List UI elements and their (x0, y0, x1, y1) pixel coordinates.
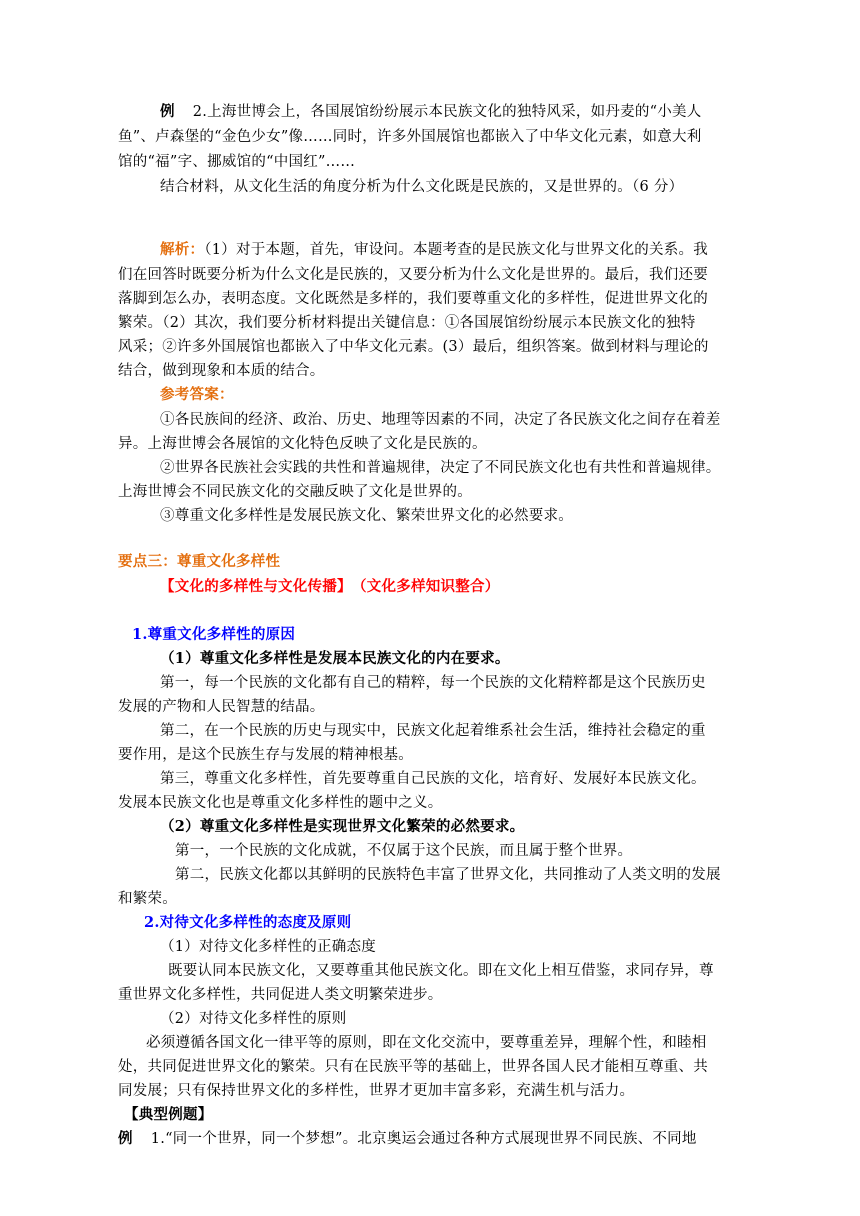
section-2-p2-line-2: 处，共同促进世界文化的繁荣。只有在民族平等的基础上，世界各国人民才能相互尊重、共 (118, 1059, 708, 1075)
analysis-line-3: 落脚到怎么办，表明态度。文化既然是多样的，我们要尊重文化的多样性，促进世界文化的 (118, 291, 708, 307)
section-2-p2-line-1: 必须遵循各国文化一律平等的原则，即在文化交流中，要尊重差异，理解个性，和睦相 (146, 1035, 707, 1051)
answer-2-line-1: ②世界各民族社会实践的共性和普遍规律，决定了不同民族文化也有共性和普遍规律。 (160, 460, 721, 476)
section-1-p5-line-1: 第二，民族文化都以其鲜明的民族特色丰富了世界文化，共同推动了人类文明的发展 (175, 867, 721, 883)
section-1-p5-line-2: 和繁荣。 (118, 891, 177, 907)
section-2-p1-line-2: 重世界文化多样性，共同促进人类文明繁荣进步。 (118, 987, 443, 1003)
section-1-p3-line-2: 发展本民族文化也是尊重文化多样性的题中之义。 (118, 795, 443, 811)
section-1-p2-line-1: 第二，在一个民族的历史与现实中，民族文化起着维系社会生活，维持社会稳定的重 (160, 723, 706, 739)
section-1-p2-line-2: 要作用，是这个民族生存与发展的精神根基。 (118, 747, 413, 763)
section-1-heading: 1.尊重文化多样性的原因 (132, 626, 296, 643)
section-2-sub-2: （2）对待文化多样性的原则 (160, 1011, 347, 1027)
analysis-line-2: 们在回答时既要分析为什么文化是民族的，又要分析为什么文化是世界的。最后，我们还要 (118, 267, 708, 283)
typical-example-1-line-1: 例 1.“同一个世界，同一个梦想”。北京奥运会通过各种方式展现世界不同民族、不同地 (118, 1130, 697, 1147)
answer-1-line-2: 异。上海世博会各展馆的文化特色反映了文化是民族的。 (118, 436, 487, 452)
answer-1-line-1: ①各民族间的经济、政治、历史、地理等因素的不同，决定了各民族文化之间存在着差 (160, 412, 721, 428)
section-2-p1-line-1: 既要认同本民族文化，又要尊重其他民族文化。即在文化上相互借鉴，求同存异，尊 (168, 963, 714, 979)
answer-2-line-2: 上海世博会不同民族文化的交融反映了文化是世界的。 (118, 484, 472, 500)
example-2-line-2: 鱼”、卢森堡的“金色少女”像……同时，许多外国展馆也都嵌入了中华文化元素，如意大利 (118, 129, 702, 145)
answer-3-line-1: ③尊重文化多样性是发展民族文化、繁荣世界文化的必然要求。 (160, 508, 573, 524)
analysis-line-4: 繁荣。（2）其次，我们要分析材料提出关键信息：①各国展馆纷纷展示本民族文化的独特 (118, 315, 696, 331)
example-label: 例 (160, 103, 175, 120)
example-2-line-3: 馆的“福”字、挪威馆的“中国红”…… (118, 154, 356, 170)
example-label: 例 (118, 1130, 133, 1147)
example-2-question: 结合材料，从文化生活的角度分析为什么文化既是民族的，又是世界的。（6 分） (160, 179, 684, 195)
section-2-sub-1: （1）对待文化多样性的正确态度 (160, 939, 376, 955)
point-3-subtitle: 【文化的多样性与文化传播】 （文化多样知识整合） (160, 578, 500, 595)
section-1-p4-line-1: 第一，一个民族的文化成就，不仅属于这个民族，而且属于整个世界。 (175, 843, 633, 859)
example-2-line-1: 例 2.上海世博会上，各国展馆纷纷展示本民族文化的独特风采，如丹麦的“小美人 (160, 103, 702, 120)
analysis-label: 解析： (160, 241, 205, 258)
section-2-p2-line-3: 同发展；只有保持世界文化的多样性，世界才更加丰富多彩，充满生机与活力。 (118, 1083, 635, 1099)
section-1-p1-line-1: 第一，每一个民族的文化都有自己的精粹，每一个民族的文化精粹都是这个民族历史 (160, 675, 706, 691)
section-2-heading: 2.对待文化多样性的态度及原则 (144, 914, 352, 931)
point-3-heading: 要点三：尊重文化多样性 (118, 553, 281, 570)
analysis-line-5: 风采；②许多外国展馆也都嵌入了中华文化元素。(3）最后，组织答案。做到材料与理论的 (118, 339, 709, 355)
analysis-line-1: 解析：（1）对于本题，首先，审设问。本题考查的是民族文化与世界文化的关系。我 (160, 241, 708, 258)
section-1-p1-line-2: 发展的产物和人民智慧的结晶。 (118, 699, 325, 715)
section-1-p3-line-1: 第三，尊重文化多样性，首先要尊重自己民族的文化，培育好、发展好本民族文化。 (160, 771, 706, 787)
typical-examples-heading: 【典型例题】 (124, 1106, 213, 1123)
section-1-sub-2: （2）尊重文化多样性是实现世界文化繁荣的必然要求。 (160, 818, 525, 835)
analysis-line-6: 结合，做到现象和本质的结合。 (118, 363, 325, 379)
section-1-sub-1: （1）尊重文化多样性是发展本民族文化的内在要求。 (160, 650, 510, 667)
answer-label: 参考答案： (160, 386, 234, 403)
